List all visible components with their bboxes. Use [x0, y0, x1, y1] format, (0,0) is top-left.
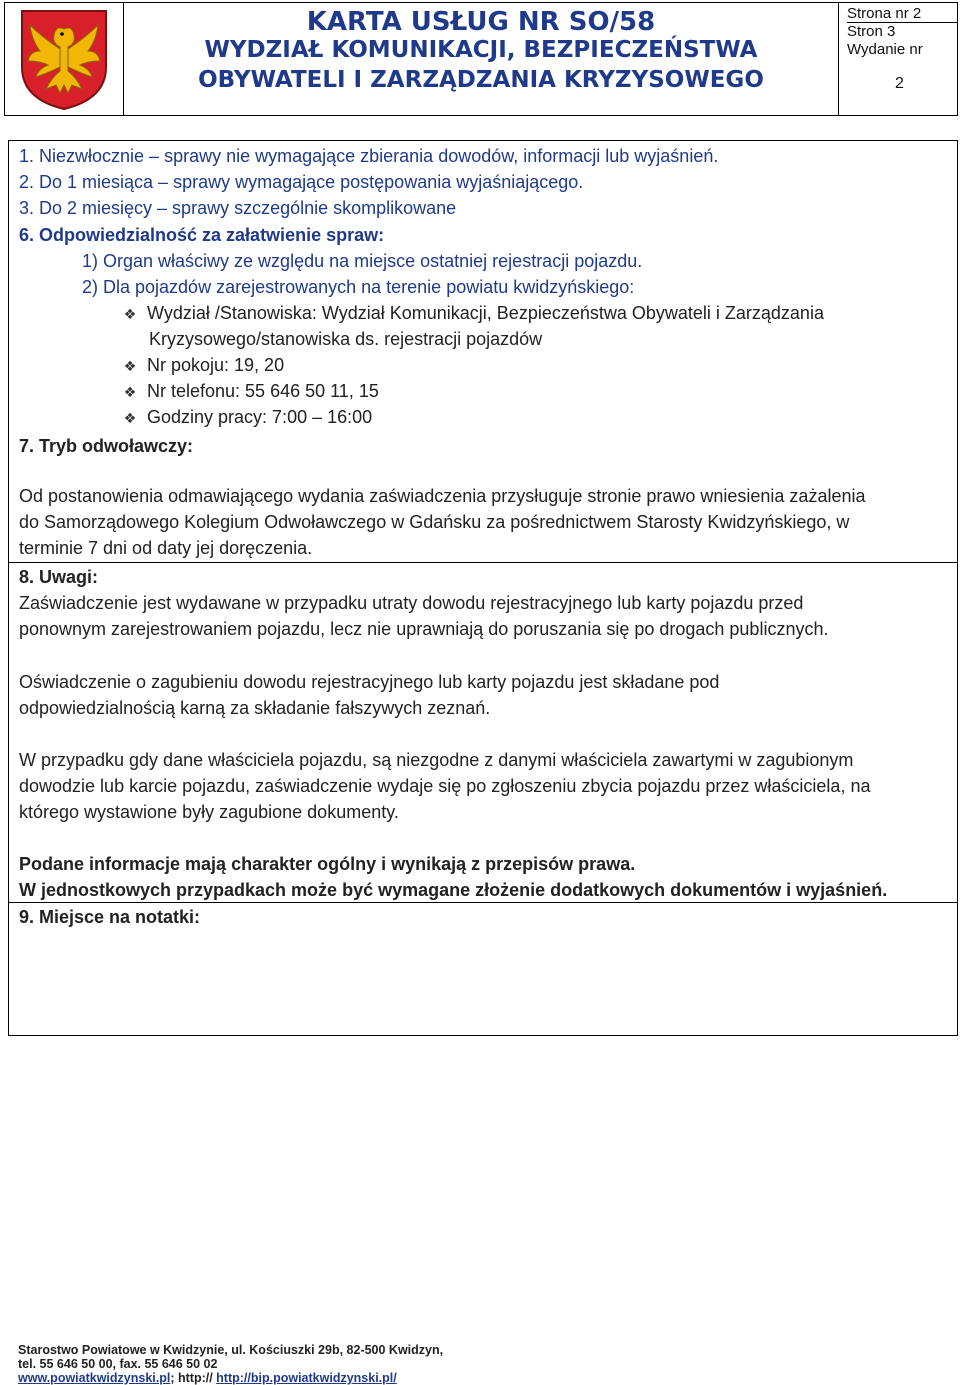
- document-header: [4, 2, 958, 116]
- edition-label: Wydanie nr: [847, 41, 923, 58]
- remarks-p2-line2: odpowiedzialnością karną za składanie fałszywych zeznań.: [19, 698, 491, 718]
- section9-heading: 9. Miejsce na notatki:: [19, 907, 201, 927]
- appeal-text-line3: terminie 7 dni od daty jej doręczenia.: [19, 538, 313, 558]
- department-title-line2: OBYWATELI I ZARZĄDZANIA KRYZYSOWEGO: [198, 67, 764, 93]
- remarks-bold-note2: W jednostkowych przypadkach może być wymagane złożenie dodatkowych dokumentów i wyjaśnień.: [19, 880, 888, 900]
- page-info-cell: [839, 3, 957, 115]
- appeal-text-line1: Od postanowienia odmawiającego wydania zaświadczenia przysługuje stronie prawo wniesienia zażalenia: [19, 486, 866, 506]
- remarks-p2-line1: Oświadczenie o zagubieniu dowodu rejestracyjnego lub karty pojazdu jest składane pod: [19, 672, 720, 692]
- term-item-3: 3. Do 2 miesięcy – sprawy szczególnie skomplikowane: [19, 198, 457, 218]
- footer-phone-fax: tel. 55 646 50 00, fax. 55 646 50 02: [18, 1357, 218, 1371]
- website-link[interactable]: www.powiatkwidzynski.pl: [18, 1371, 171, 1385]
- phone-text: Nr telefonu: 55 646 50 11, 15: [147, 381, 379, 401]
- remarks-bold-note1: Podane informacje mają charakter ogólny i wynikają z przepisów prawa.: [19, 854, 636, 874]
- remarks-p3-line1: W przypadku gdy dane właściciela pojazdu, są niezgodne z danymi właściciela zawartymi w zagubionym: [19, 750, 854, 770]
- diamond-bullet-icon: ❖: [123, 306, 137, 322]
- card-title: KARTA USŁUG NR SO/58: [306, 7, 656, 37]
- section7-heading: 7. Tryb odwoławczy:: [19, 436, 194, 456]
- remarks-p3-line2: dowodzie lub karcie pojazdu, zaświadczenie wydaje się po zgłoszeniu zbycia pojazdu przez właściciela, na: [19, 776, 871, 796]
- bullet-phone: [121, 380, 379, 403]
- footer-links: [18, 1371, 443, 1385]
- diamond-bullet-icon: ❖: [123, 410, 137, 426]
- hours-text: Godziny pracy: 7:00 – 16:00: [147, 407, 373, 427]
- appeal-box: [8, 427, 958, 563]
- page-count: Stron 3: [847, 23, 896, 40]
- term-item-2: 2. Do 1 miesiąca – sprawy wymagające postępowania wyjaśniającego.: [19, 172, 584, 192]
- department-line1: Wydział /Stanowiska: Wydział Komunikacji, Bezpieczeństwa Obywateli i Zarządzania: [147, 303, 824, 323]
- terms-and-responsibility-box: [8, 140, 958, 427]
- title-cell: [124, 3, 839, 115]
- section6-point1: 1) Organ właściwy ze względu na miejsce ostatniej rejestracji pojazdu.: [82, 251, 643, 271]
- bullet-hours: [121, 406, 372, 429]
- section6-heading: 6. Odpowiedzialność za załatwienie spraw:: [19, 225, 385, 245]
- rooms-text: Nr pokoju: 19, 20: [147, 355, 285, 375]
- department-title-line1: WYDZIAŁ KOMUNIKACJI, BEZPIECZEŃSTWA: [204, 37, 758, 63]
- section6-point2: 2) Dla pojazdów zarejestrowanych na terenie powiatu kwidzyńskiego:: [82, 277, 635, 297]
- page-number: Strona nr 2: [847, 5, 957, 23]
- appeal-text-line2: do Samorządowego Kolegium Odwoławczego w Gdańsku za pośrednictwem Starosty Kwidzyńskiego, w: [19, 512, 850, 532]
- section8-heading: 8. Uwagi:: [19, 567, 99, 587]
- department-line2: Kryzysowego/stanowiska ds. rejestracji pojazdów: [149, 329, 543, 349]
- bip-link[interactable]: http://bip.powiatkwidzynski.pl/: [216, 1371, 397, 1385]
- bullet-department: [121, 302, 824, 325]
- remarks-p1-line1: Zaświadczenie jest wydawane w przypadku utraty dowodu rejestracyjnego lub karty pojazdu przed: [19, 593, 804, 613]
- notes-box: [8, 903, 958, 1036]
- footer: [18, 1343, 443, 1385]
- diamond-bullet-icon: ❖: [123, 358, 137, 374]
- logo-cell: [5, 3, 124, 115]
- footer-separator: ; http://: [170, 1371, 217, 1385]
- remarks-p3-line3: którego wystawione były zagubione dokumenty.: [19, 802, 399, 822]
- remarks-p1-line2: ponownym zarejestrowaniem pojazdu, lecz nie uprawniają do poruszania się po drogach publicznych.: [19, 619, 829, 639]
- remarks-box: [8, 563, 958, 903]
- edition-value: 2: [895, 75, 904, 92]
- coat-of-arms-eagle-icon: [16, 7, 112, 111]
- diamond-bullet-icon: ❖: [123, 384, 137, 400]
- bullet-rooms: [121, 354, 284, 377]
- term-item-1: 1. Niezwłocznie – sprawy nie wymagające zbierania dowodów, informacji lub wyjaśnień.: [19, 146, 719, 166]
- footer-address: Starostwo Powiatowe w Kwidzynie, ul. Kościuszki 29b, 82-500 Kwidzyn,: [18, 1343, 444, 1357]
